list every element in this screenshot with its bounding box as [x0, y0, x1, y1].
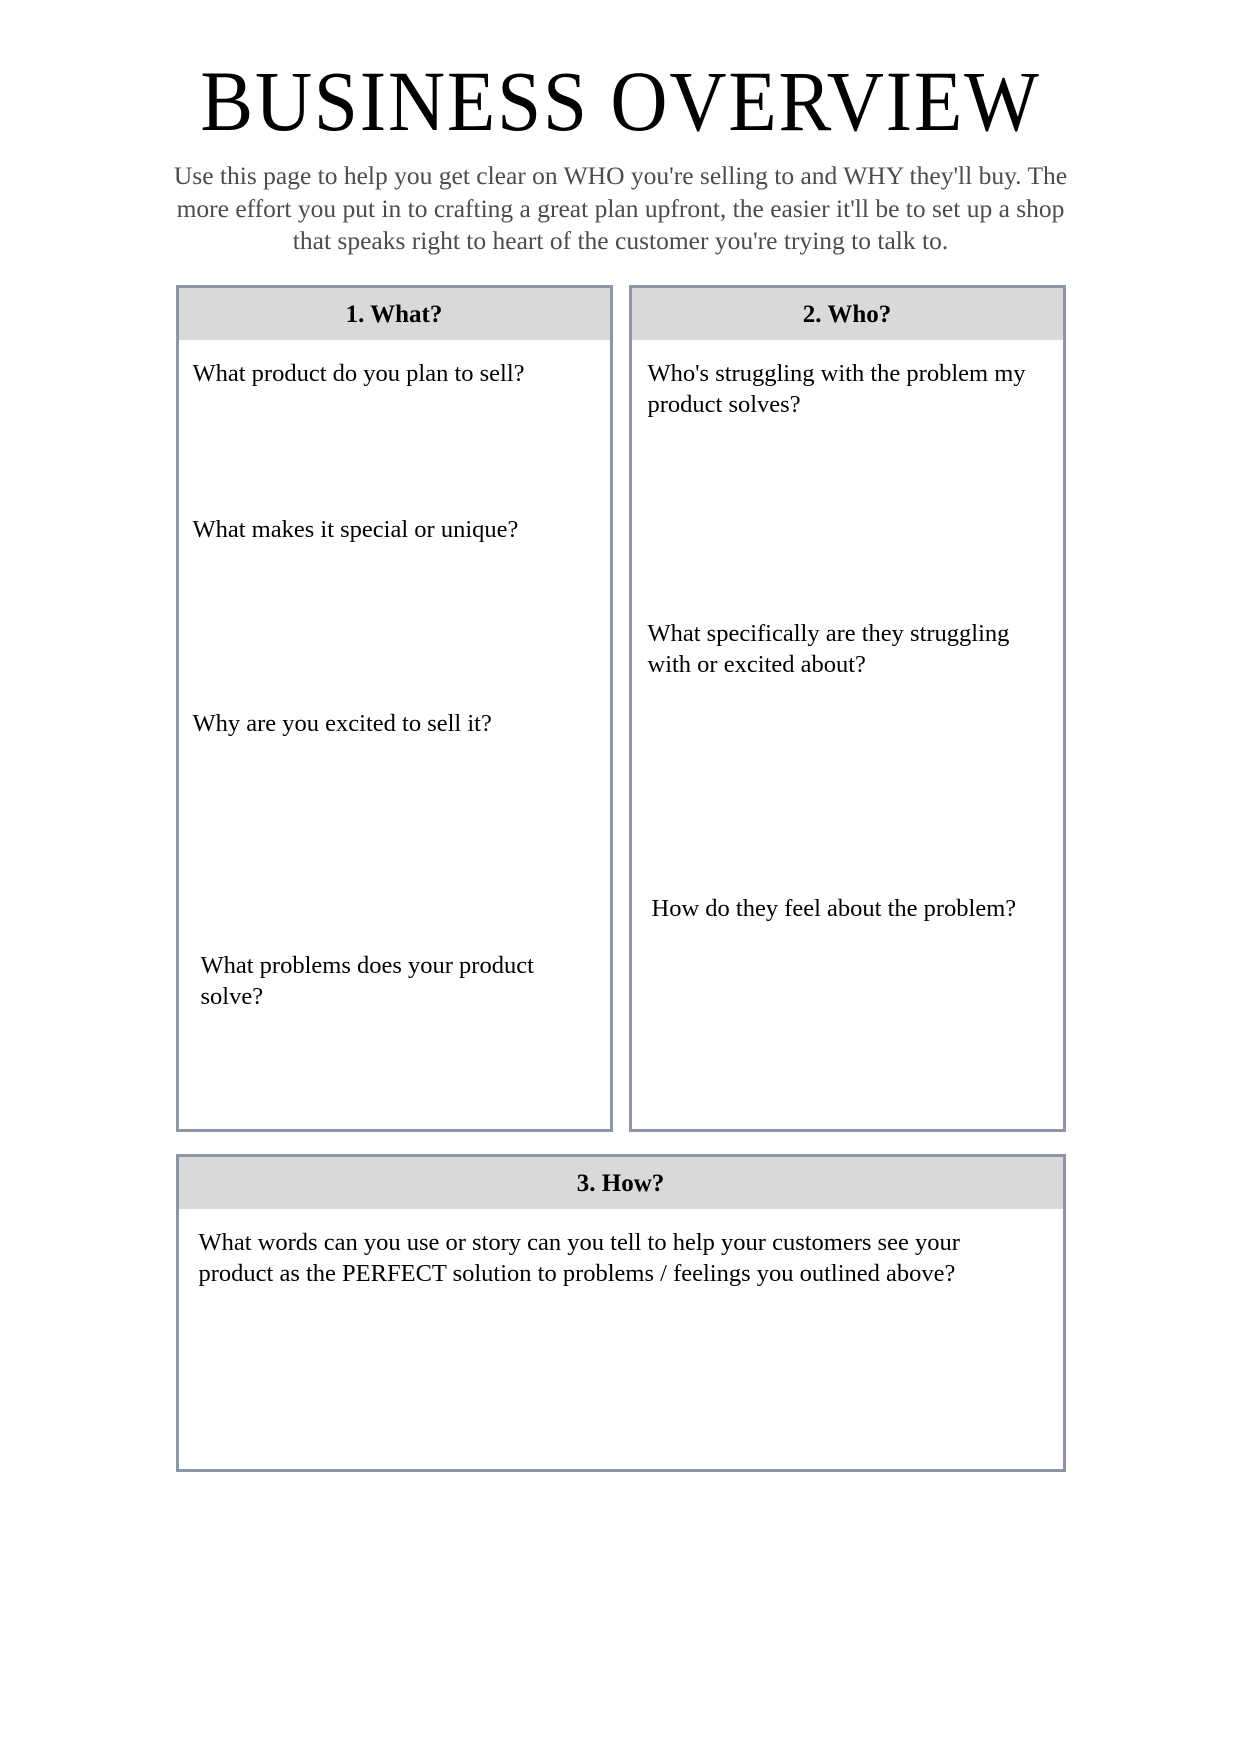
prompt-how-do-they-feel: How do they feel about the problem? — [651, 894, 1017, 922]
section-how-body[interactable] — [179, 1209, 1063, 1469]
prompt-what-specifically: What specifically are they struggling with or excited about? — [647, 619, 1010, 678]
prompt-what-product: What product do you plan to sell? — [192, 359, 525, 387]
prompt-what-special: What makes it special or unique? — [192, 515, 519, 543]
section-what — [176, 285, 613, 1132]
prompt-whos-struggling: Who's struggling with the problem my product solves? — [647, 359, 1026, 418]
section-who-body[interactable] — [632, 340, 1063, 1129]
section-what-body[interactable] — [179, 340, 610, 1129]
top-row — [176, 285, 1066, 1132]
section-what-header: 1. What? — [179, 288, 610, 340]
section-how-header: 3. How? — [179, 1157, 1063, 1209]
prompt-what-words: What words can you use or story can you tell to help your customers see your product as the PERFECT solution to problems / feelings you outlined above? — [198, 1228, 960, 1287]
prompt-why-excited: Why are you excited to sell it? — [192, 709, 492, 737]
section-who-header: 2. Who? — [632, 288, 1063, 340]
worksheet-boards — [176, 258, 1066, 1472]
section-who — [629, 285, 1066, 1132]
prompt-what-problems: What problems does your product solve? — [200, 951, 534, 1010]
page-title: BUSINESS OVERVIEW — [200, 53, 1041, 149]
page-subtitle: Use this page to help you get clear on WHO you're selling to and WHY they'll buy. The more effort you put in to crafting a great plan upfront, the easier it'll be to set up a shop that speaks right to heart of the customer you're trying to talk to. — [173, 161, 1068, 256]
section-how — [176, 1154, 1066, 1472]
